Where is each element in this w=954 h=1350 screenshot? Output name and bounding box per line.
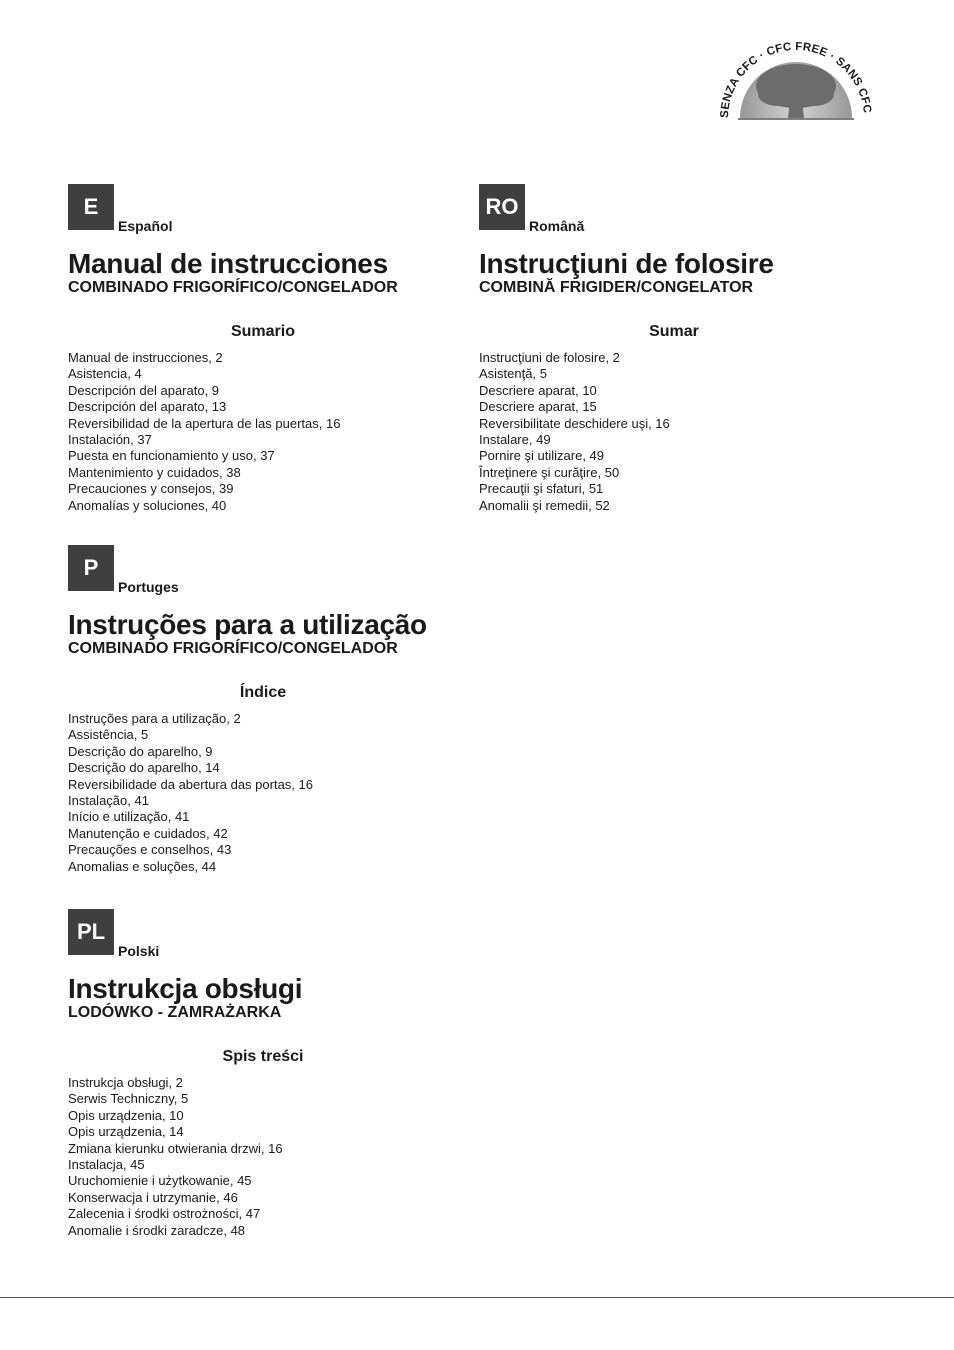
toc-item: Zalecenia i środki ostrożności, 47: [68, 1206, 261, 1222]
toc-item: Descrição do aparelho, 14: [68, 760, 220, 776]
language-name: Polski: [118, 943, 160, 959]
language-badge: PL: [68, 909, 114, 955]
toc-item: Serwis Techniczny, 5: [68, 1091, 189, 1107]
footer-divider: [0, 1297, 954, 1298]
svg-text:SENZA CFC · CFC FREE · SANS CF: SENZA CFC · CFC FREE · SANS CFC: [718, 40, 873, 119]
toc-item: Zmiana kierunku otwierania drzwi, 16: [68, 1140, 283, 1156]
toc-item: Descriere aparat, 10: [479, 382, 597, 398]
toc-item: Konserwacja i utrzymanie, 46: [68, 1189, 238, 1205]
toc-list: [68, 350, 468, 514]
product-subtitle: COMBINĂ FRIGIDER/CONGELATOR: [479, 279, 754, 296]
toc-item: Manual de instrucciones, 2: [68, 350, 223, 365]
language-badge: P: [68, 545, 114, 591]
tree-icon: [718, 40, 874, 126]
toc-item: Uruchomienie i użytkowanie, 45: [68, 1173, 252, 1189]
toc-item: Instrukcja obsługi, 2: [68, 1075, 183, 1090]
toc-item: Início e utilização, 41: [68, 809, 190, 825]
language-name: Portuges: [118, 579, 179, 595]
section-romanian: [479, 184, 879, 530]
toc-item: Întreţinere şi curăţire, 50: [479, 464, 620, 480]
toc-item: Asistenţă, 5: [479, 366, 547, 382]
manual-title: Manual de instrucciones: [68, 248, 388, 279]
toc-item: Anomalías y soluciones, 40: [68, 497, 227, 513]
toc-heading: Sumar: [649, 323, 699, 340]
toc-item: Instalacja, 45: [68, 1157, 145, 1173]
toc-list: [68, 1075, 468, 1239]
toc-item: Precauţii şi sfaturi, 51: [479, 481, 604, 497]
toc-item: Descrição do aparelho, 9: [68, 743, 213, 759]
toc-item: Descriere aparat, 15: [479, 399, 597, 415]
toc-list: [479, 350, 879, 514]
language-name: Español: [118, 218, 173, 234]
language-name: Română: [529, 218, 585, 234]
language-badge: RO: [479, 184, 525, 230]
toc-item: Descripción del aparato, 13: [68, 399, 227, 415]
toc-item: Opis urządzenia, 14: [68, 1124, 184, 1140]
toc-item: Reversibilitate deschidere uşi, 16: [479, 415, 670, 431]
toc-item: Instalação, 41: [68, 793, 149, 809]
toc-item: Precauções e conselhos, 43: [68, 842, 232, 858]
toc-item: Anomalii şi remedii, 52: [479, 497, 610, 513]
toc-item: Instalación, 37: [68, 432, 152, 448]
toc-item: Opis urządzenia, 10: [68, 1107, 184, 1123]
toc-item: Instalare, 49: [479, 432, 551, 448]
toc-item: Descripción del aparato, 9: [68, 382, 220, 398]
section-portuguese: [68, 545, 468, 891]
manual-title: Instruções para a utilização: [68, 609, 427, 640]
cfc-free-logo: [718, 40, 874, 126]
toc-item: Pornire şi utilizare, 49: [479, 448, 604, 464]
manual-title: Instrukcja obsługi: [68, 973, 303, 1004]
toc-heading: Índice: [239, 684, 287, 701]
toc-item: Precauciones y consejos, 39: [68, 481, 234, 497]
toc-item: Reversibilidade da abertura das portas, 16: [68, 776, 313, 792]
toc-item: Mantenimiento y cuidados, 38: [68, 464, 241, 480]
toc-item: Asistencia, 4: [68, 366, 142, 382]
toc-heading: Sumario: [230, 323, 295, 340]
toc-heading: Spis treści: [222, 1048, 304, 1065]
language-badge: E: [68, 184, 114, 230]
toc-item: Instruções para a utilização, 2: [68, 711, 241, 726]
toc-item: Instrucţiuni de folosire, 2: [479, 350, 620, 365]
manual-title: Instrucţiuni de folosire: [479, 248, 774, 279]
product-subtitle: LODÓWKO - ZAMRAŻARKA: [68, 1004, 282, 1021]
toc-list: [68, 711, 468, 875]
toc-item: Puesta en funcionamiento y uso, 37: [68, 448, 275, 464]
toc-item: Manutenção e cuidados, 42: [68, 825, 228, 841]
toc-item: Anomalie i środki zaradcze, 48: [68, 1222, 246, 1238]
toc-item: Reversibilidad de la apertura de las puertas, 16: [68, 415, 341, 431]
product-subtitle: COMBINADO FRIGORÍFICO/CONGELADOR: [68, 279, 398, 296]
toc-item: Anomalias e soluções, 44: [68, 858, 217, 874]
section-spanish: [68, 184, 468, 530]
section-polish: [68, 909, 468, 1255]
product-subtitle: COMBINADO FRIGORÍFICO/CONGELADOR: [68, 640, 398, 657]
toc-item: Assistência, 5: [68, 727, 149, 743]
